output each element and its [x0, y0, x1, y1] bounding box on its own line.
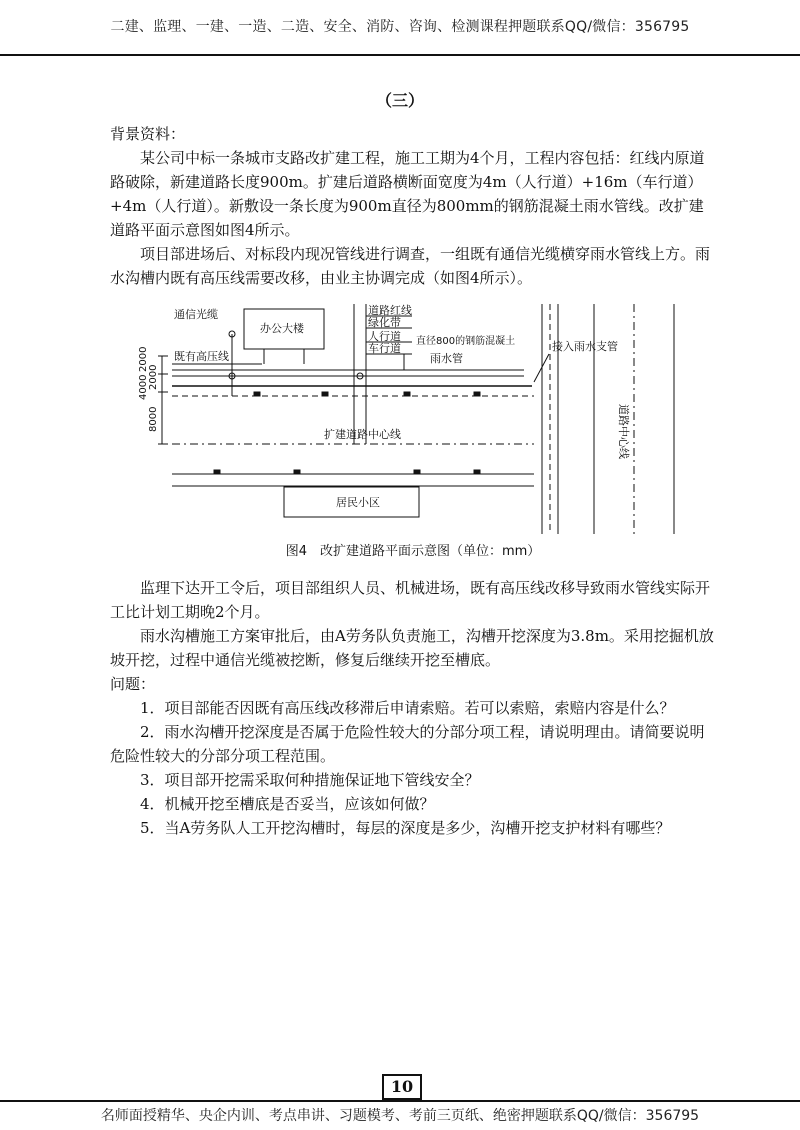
question-2: 2．雨水沟槽开挖深度是否属于危险性较大的分部分项工程，请说明理由。请简要说明危险性较大的分部分项工程范围。: [110, 723, 705, 765]
label-dim-4000: 4000: [138, 374, 149, 400]
background-paragraph-2: 项目部进场后、对标段内现况管线进行调查，一组既有通信光缆横穿雨水管线上方。雨水沟槽内既有高压线需要改移，由业主协调完成（如图4所示）。: [110, 245, 711, 287]
figure-caption: 图4 改扩建道路平面示意图（单位：mm）: [285, 544, 541, 559]
after-figure-paragraph-1: 监理下达开工令后，项目部组织人员、机械进场，既有高压线改移导致雨水管线实际开工比计划工期晚2个月。: [110, 579, 711, 621]
header-rule: [0, 54, 800, 56]
label-road-center-v: 道路中心线: [617, 404, 630, 459]
label-sidewalk: 人行道: [368, 330, 401, 343]
footer-rule: [0, 1100, 800, 1102]
label-lane: 车行道: [368, 342, 401, 355]
label-office: 办公大楼: [260, 322, 304, 335]
label-cable: 通信光缆: [174, 308, 218, 321]
road-plan-drawing: [138, 304, 714, 534]
question-4: 4．机械开挖至槽底是否妥当，应该如何做？: [140, 795, 435, 813]
label-dim-8000: 8000: [148, 406, 159, 432]
road-plan-figure: [138, 304, 714, 534]
label-residential: 居民小区: [336, 496, 380, 509]
question-3: 3．项目部开挖需采取何种措施保证地下管线安全？: [140, 771, 480, 789]
background-paragraph-1: 某公司中标一条城市支路改扩建工程，施工工期为4个月，工程内容包括：红线内原道路破除，新建道路长度900m。扩建后道路横断面宽度为4m（人行道）+16m（车行道）+4m（人行道）。新敷设一条长度为900m直径为800mm的钢筋混凝土雨水管线。改扩建道路平面示意图如图4所示。: [110, 149, 705, 239]
label-red-line: 道路红线: [368, 304, 412, 317]
label-rain-pipe: 雨水管: [430, 352, 463, 365]
label-hv: 既有高压线: [174, 350, 229, 363]
question-5: 5．当A劳务队人工开挖沟槽时，每层的深度是多少，沟槽开挖支护材料有哪些？: [140, 819, 671, 837]
page-header: 二建、监理、一建、一造、二造、安全、消防、咨询、检测课程押题联系QQ/微信：356795: [110, 19, 690, 35]
label-green-belt: 绿化带: [368, 316, 401, 329]
main-content: [110, 122, 716, 840]
section-title: （三）: [375, 91, 424, 110]
label-centerline: 扩建道路中心线: [324, 428, 401, 441]
label-dim-2000a: 2000: [138, 346, 149, 372]
questions-label: 问题：: [110, 675, 156, 693]
label-pipe-spec: 直径800的钢筋混凝土: [416, 336, 516, 347]
background-label: 背景资料：: [110, 125, 186, 143]
label-branch: 接入雨水支管: [552, 340, 618, 353]
page-number: 10: [382, 1074, 422, 1100]
question-1: 1．项目部能否因既有高压线改移滞后申请索赔。若可以索赔，索赔内容是什么？: [140, 699, 675, 717]
after-figure-paragraph-2: 雨水沟槽施工方案审批后，由A劳务队负责施工，沟槽开挖深度为3.8m。采用挖掘机放坡开挖，过程中通信光缆被挖断，修复后继续开挖至槽底。: [110, 627, 714, 669]
label-dim-2000b: 2000: [148, 364, 159, 390]
page-footer: 名师面授精华、央企内训、考点串讲、习题模考、考前三页纸、绝密押题联系QQ/微信：356795: [100, 1108, 700, 1124]
